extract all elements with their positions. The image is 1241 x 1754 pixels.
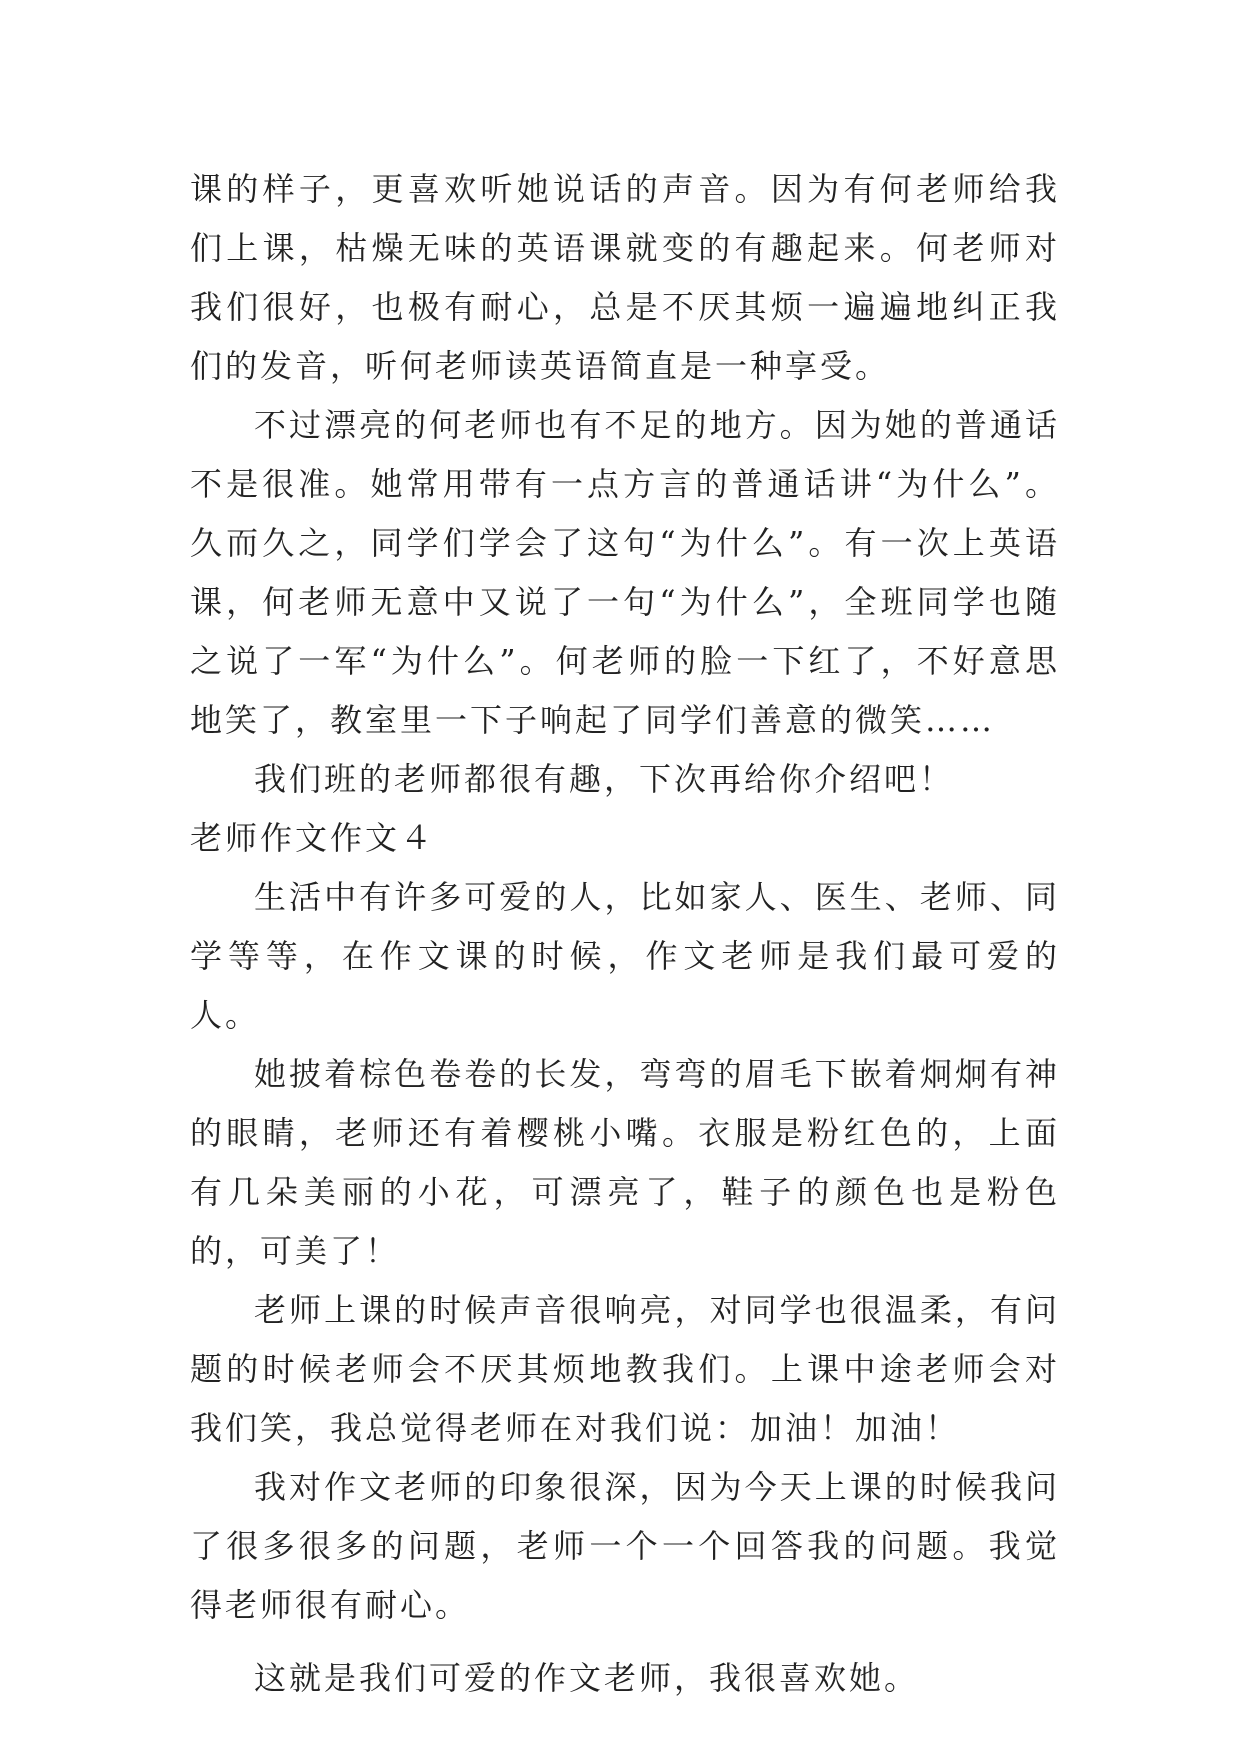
- paragraph: 这就是我们可爱的作文老师，我很喜欢她。: [254, 1659, 920, 1697]
- paragraph: 我对作文老师的印象很深，因为今天上课的时候我问了很多很多的问题，老师一个一个回答我的问题。我觉得老师很有耐心。: [190, 1468, 1060, 1624]
- document-body: [190, 160, 1060, 1708]
- paragraph: 生活中有许多可爱的人，比如家人、医生、老师、同学等等，在作文课的时候，作文老师是我们最可爱的人。: [190, 878, 1060, 1034]
- paragraph: 我们班的老师都很有趣，下次再给你介绍吧！: [254, 760, 955, 798]
- paragraph: 她披着棕色卷卷的长发，弯弯的眉毛下嵌着炯炯有神的眼睛，老师还有着樱桃小嘴。衣服是粉红色的，上面有几朵美丽的小花，可漂亮了，鞋子的颜色也是粉色的，可美了！: [190, 1055, 1060, 1270]
- paragraph: 不过漂亮的何老师也有不足的地方。因为她的普通话不是很准。她常用带有一点方言的普通话讲“为什么”。久而久之，同学们学会了这句“为什么”。有一次上英语课，何老师无意中又说了一句“为什么”，全班同学也随之说了一军“为什么”。何老师的脸一下红了，不好意思地笑了，教室里一下子响起了同学们善意的微笑……: [190, 406, 1060, 739]
- paragraph: 老师上课的时候声音很响亮，对同学也很温柔，有问题的时候老师会不厌其烦地教我们。上课中途老师会对我们笑，我总觉得老师在对我们说：加油！加油！: [190, 1291, 1060, 1447]
- paragraph-continuation: 课的样子，更喜欢听她说话的声音。因为有何老师给我们上课，枯燥无味的英语课就变的有趣起来。何老师对我们很好，也极有耐心，总是不厌其烦一遍遍地纠正我们的发音，听何老师读英语简直是一种享受。: [190, 170, 1060, 385]
- section-heading: 老师作文作文４: [190, 819, 436, 857]
